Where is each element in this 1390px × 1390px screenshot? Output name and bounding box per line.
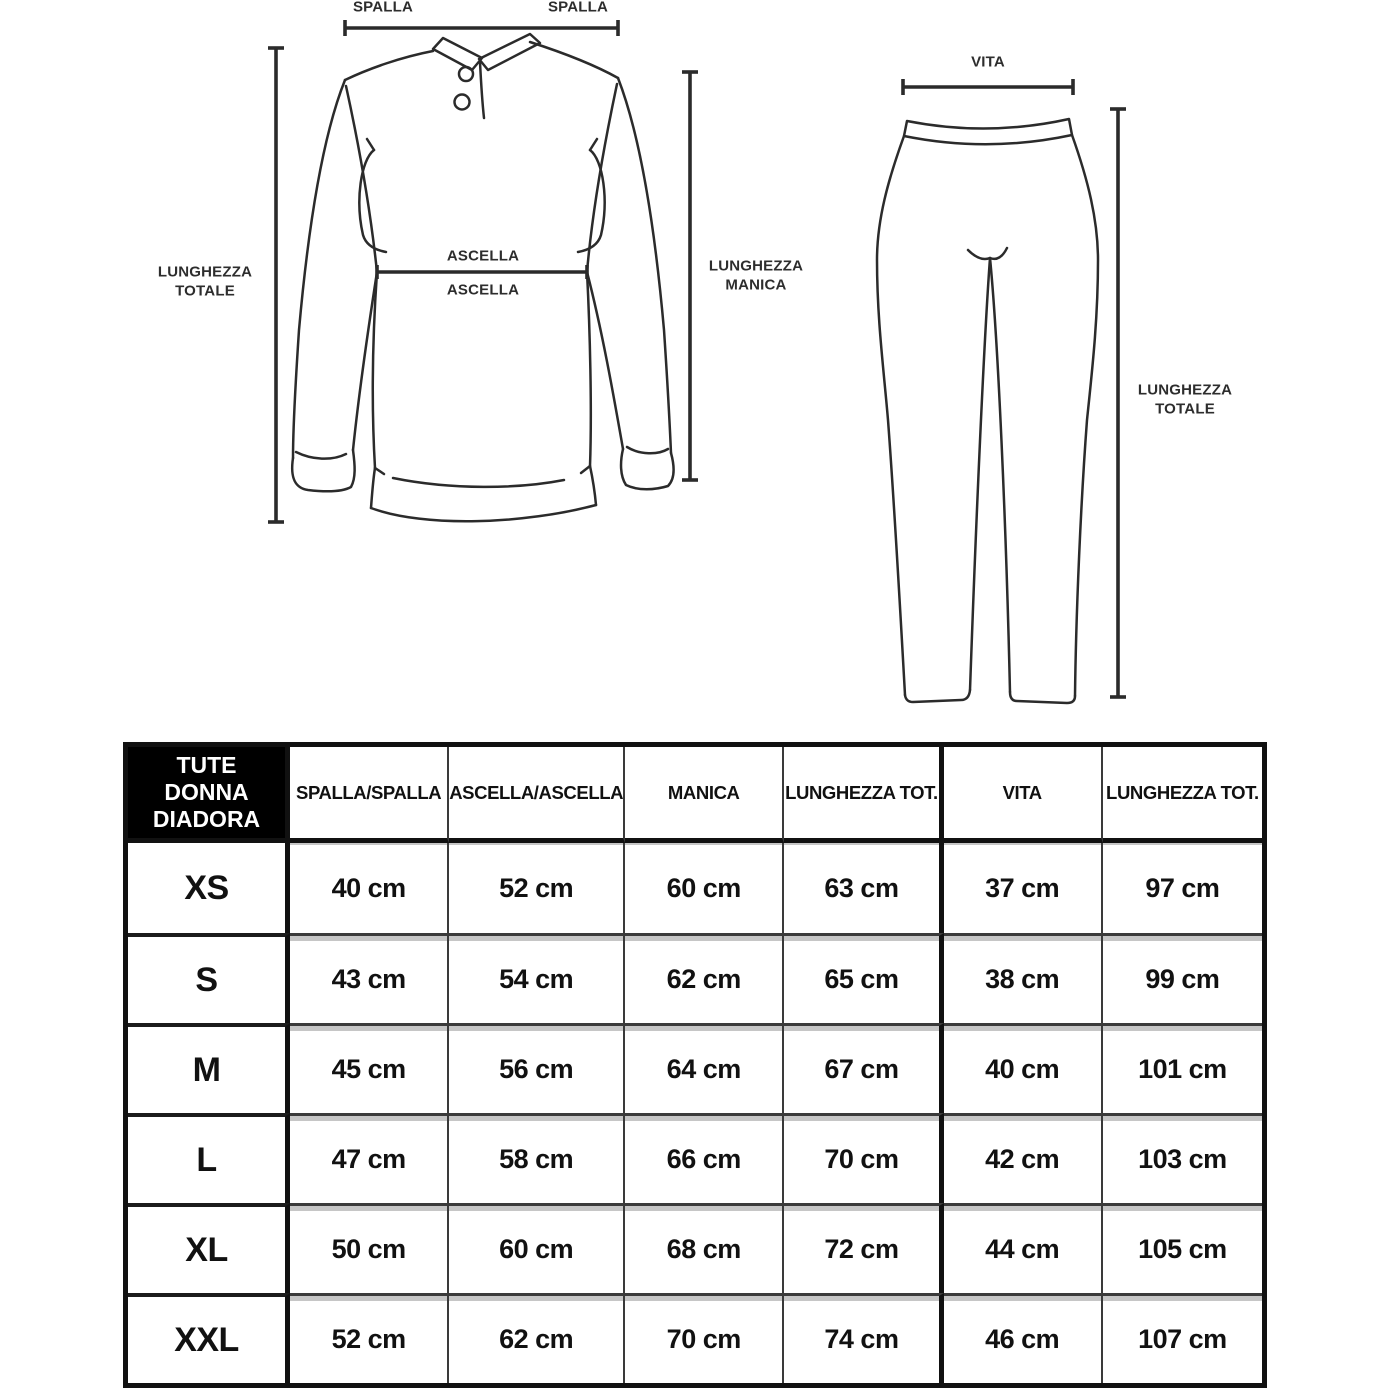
value-cell: 60 cm [449, 1203, 625, 1293]
value-cell: 70 cm [784, 1113, 943, 1203]
value-cell: 54 cm [449, 933, 625, 1023]
value-cell: 103 cm [1103, 1113, 1262, 1203]
sleeve-length-measure-line [682, 72, 698, 480]
value-cell: 74 cm [784, 1293, 943, 1383]
ascella-top-label: ASCELLA [446, 247, 520, 265]
value-cell: 37 cm [944, 843, 1103, 933]
pants-total-length-label: LUNGHEZZA TOTALE [1137, 381, 1233, 417]
spalla-measure-line [345, 20, 618, 36]
shirt-outline [292, 34, 673, 521]
value-cell: 44 cm [944, 1203, 1103, 1293]
column-header-spalla: SPALLA/SPALLA [290, 747, 449, 843]
value-cell: 68 cm [625, 1203, 784, 1293]
value-cell: 38 cm [944, 933, 1103, 1023]
pants-outline [877, 119, 1098, 703]
value-cell: 99 cm [1103, 933, 1262, 1023]
column-header-ascella: ASCELLA/ASCELLA [449, 747, 625, 843]
size-cell: S [128, 933, 290, 1023]
value-cell: 62 cm [449, 1293, 625, 1383]
value-cell: 70 cm [625, 1293, 784, 1383]
value-cell: 43 cm [290, 933, 449, 1023]
value-cell: 47 cm [290, 1113, 449, 1203]
shirt-total-length-label: LUNGHEZZA TOTALE [157, 263, 253, 299]
value-cell: 97 cm [1103, 843, 1262, 933]
column-header-lunghezza-tot-pants: LUNGHEZZA TOT. [1103, 747, 1262, 843]
value-cell: 42 cm [944, 1113, 1103, 1203]
column-header-manica: MANICA [625, 747, 784, 843]
value-cell: 66 cm [625, 1113, 784, 1203]
value-cell: 52 cm [290, 1293, 449, 1383]
value-cell: 72 cm [784, 1203, 943, 1293]
value-cell: 40 cm [290, 843, 449, 933]
size-table [123, 742, 1267, 1388]
spalla-left-label: SPALLA [352, 0, 414, 16]
value-cell: 58 cm [449, 1113, 625, 1203]
value-cell: 101 cm [1103, 1023, 1262, 1113]
value-cell: 62 cm [625, 933, 784, 1023]
column-header-vita: VITA [944, 747, 1103, 843]
ascella-bottom-label: ASCELLA [446, 281, 520, 299]
column-header-lunghezza-tot: LUNGHEZZA TOT. [784, 747, 943, 843]
size-cell: XXL [128, 1293, 290, 1383]
ascella-measure-line [377, 265, 587, 279]
size-cell: L [128, 1113, 290, 1203]
value-cell: 64 cm [625, 1023, 784, 1113]
value-cell: 40 cm [944, 1023, 1103, 1113]
size-cell: M [128, 1023, 290, 1113]
value-cell: 60 cm [625, 843, 784, 933]
value-cell: 56 cm [449, 1023, 625, 1113]
size-cell: XS [128, 843, 290, 933]
vita-label: VITA [971, 53, 1005, 71]
shirt-length-measure-line [268, 48, 284, 522]
pants-length-measure-line [1110, 109, 1126, 697]
vita-measure-line [903, 79, 1073, 95]
sleeve-length-label: LUNGHEZZA MANICA [708, 257, 804, 293]
value-cell: 50 cm [290, 1203, 449, 1293]
size-cell: XL [128, 1203, 290, 1293]
shirt-drawing [140, 0, 840, 740]
value-cell: 67 cm [784, 1023, 943, 1113]
value-cell: 63 cm [784, 843, 943, 933]
value-cell: 52 cm [449, 843, 625, 933]
value-cell: 107 cm [1103, 1293, 1262, 1383]
table-title-cell: TUTE DONNA DIADORA [128, 747, 290, 843]
value-cell: 45 cm [290, 1023, 449, 1113]
value-cell: 46 cm [944, 1293, 1103, 1383]
spalla-right-label: SPALLA [547, 0, 609, 16]
value-cell: 65 cm [784, 933, 943, 1023]
value-cell: 105 cm [1103, 1203, 1262, 1293]
